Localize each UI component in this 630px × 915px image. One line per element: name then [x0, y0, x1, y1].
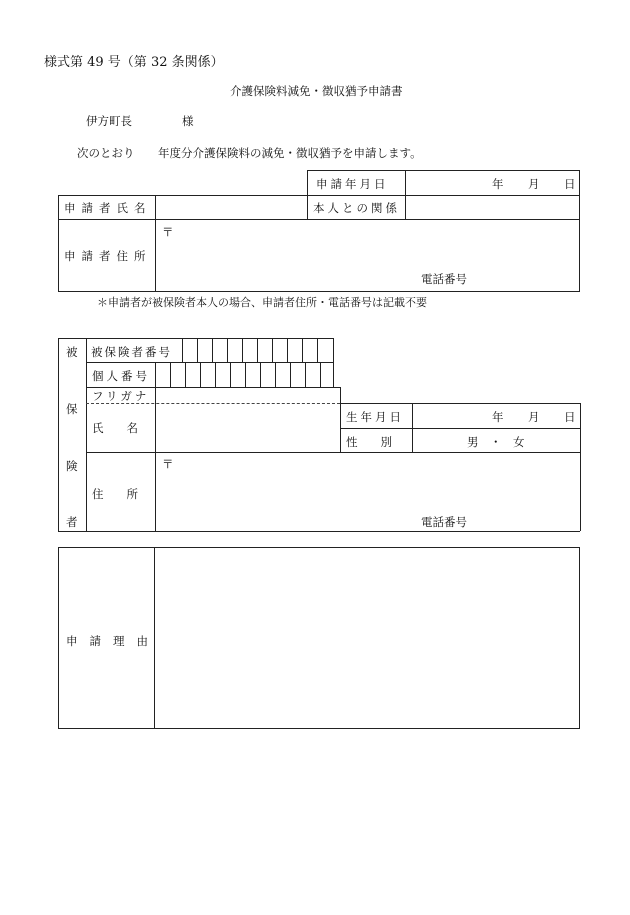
insured-name-label: 氏 名: [92, 421, 138, 435]
fiscal-year-field[interactable]: [132, 142, 156, 160]
birth-month: 月: [528, 410, 540, 424]
applicant-date-day: 日: [564, 177, 576, 191]
intro-lead: 次のとおり: [77, 146, 135, 160]
insured-side-label-3: 険: [66, 459, 78, 473]
insured-side-label-1: 被: [66, 345, 78, 359]
reason-label: 申請理由: [66, 634, 160, 648]
insured-number-field[interactable]: [183, 339, 332, 361]
applicant-relation-label: 本人との関係: [313, 201, 400, 215]
applicant-date-year: 年: [492, 177, 504, 191]
insured-name-field[interactable]: [156, 404, 339, 451]
insured-postal-mark: 〒: [162, 457, 174, 471]
applicant-note: ＊申請者が被保険者本人の場合、申請者住所・電話番号は記載不要: [97, 296, 427, 309]
applicant-date-month: 月: [528, 177, 540, 191]
addressee-honorific: 様: [182, 114, 194, 128]
applicant-address-label: 申請者住所: [64, 249, 152, 263]
insured-side-label-2: 保: [66, 402, 78, 416]
sex-options[interactable]: 男 ・ 女: [467, 435, 525, 449]
personal-number-label: 個人番号: [92, 369, 150, 383]
furigana-label: フリガナ: [92, 389, 150, 403]
applicant-postal-mark: 〒: [162, 225, 174, 239]
birth-year: 年: [492, 410, 504, 424]
insured-address-label: 住 所: [92, 487, 138, 501]
addressee-name: 伊方町長: [86, 114, 132, 128]
applicant-address-field[interactable]: [156, 220, 578, 290]
intro-text: 年度分介護保険料の減免・徴収猶予を申請します。: [158, 146, 422, 160]
furigana-field[interactable]: [156, 388, 339, 402]
birth-date-label: 生年月日: [346, 410, 404, 424]
applicant-relation-field[interactable]: [406, 196, 578, 218]
applicant-date-label: 申請年月日: [316, 177, 389, 191]
reason-field[interactable]: [155, 548, 579, 728]
insured-phone-label: 電話番号: [421, 515, 467, 529]
sex-label: 性 別: [346, 435, 392, 449]
applicant-phone-label: 電話番号: [421, 272, 467, 286]
form-number: 様式第 49 号（第 32 条関係）: [44, 55, 224, 70]
insured-address-field[interactable]: [156, 453, 579, 530]
form-title: 介護保険料減免・徴収猶予申請書: [230, 84, 403, 98]
insured-number-label: 被保険者番号: [91, 345, 172, 359]
applicant-name-field[interactable]: [156, 196, 306, 218]
personal-number-field[interactable]: [156, 363, 332, 386]
birth-day: 日: [564, 410, 576, 424]
insured-side-label-4: 者: [66, 515, 78, 529]
applicant-name-label: 申請者氏名: [64, 201, 152, 215]
